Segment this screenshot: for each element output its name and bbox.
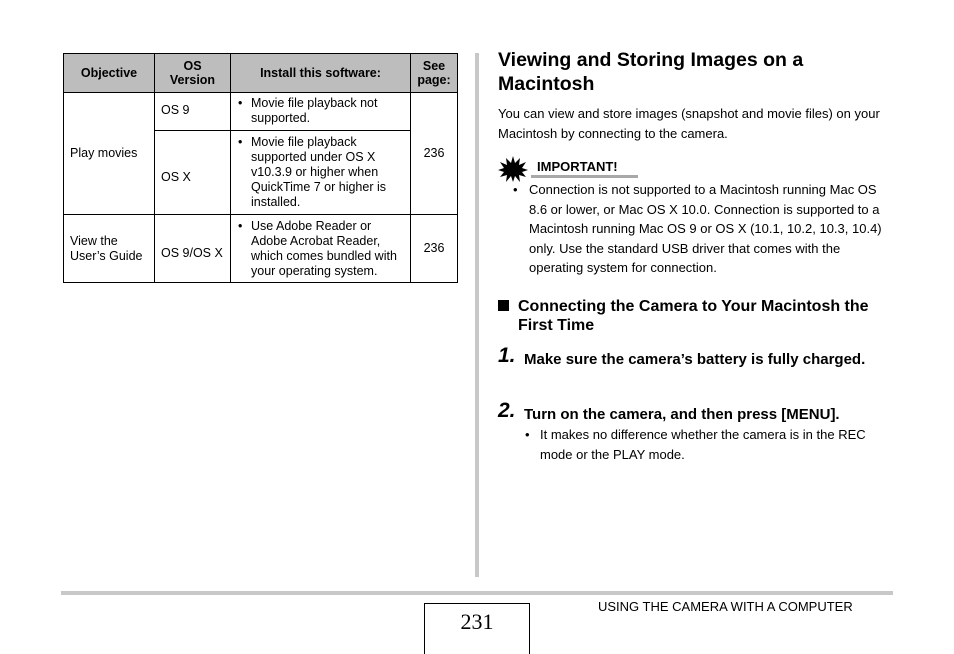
list-item: • Movie file playback supported under OS X v10.3.9 or higher when QuickTime 7 or higher is installed. bbox=[251, 135, 404, 210]
column-divider bbox=[475, 53, 479, 577]
table-row bbox=[64, 93, 458, 131]
subsection-heading bbox=[498, 297, 893, 335]
cell-objective-view-guide: View the User’s Guide bbox=[64, 215, 155, 283]
step-text: Make sure the camera’s battery is fully charged. bbox=[524, 351, 866, 368]
cell-software-osx bbox=[231, 131, 411, 215]
list-item: • It makes no difference whether the camera is in the REC mode or the PLAY mode. bbox=[525, 425, 895, 464]
header-install-software: Install this software: bbox=[231, 54, 411, 93]
important-callout bbox=[498, 156, 648, 182]
cell-software-adobe bbox=[231, 215, 411, 283]
footer-rule bbox=[61, 591, 893, 595]
chapter-title: USING THE CAMERA WITH A COMPUTER bbox=[598, 599, 853, 614]
step-number: 2. bbox=[498, 399, 516, 422]
important-label: IMPORTANT! bbox=[537, 159, 618, 174]
list-item: • Movie file playback not supported. bbox=[251, 96, 404, 126]
cell-os-9-os-x: OS 9/OS X bbox=[155, 215, 231, 283]
cell-os-9: OS 9 bbox=[155, 93, 231, 131]
step-1 bbox=[498, 344, 898, 370]
software-table bbox=[63, 53, 458, 283]
important-bullets bbox=[513, 180, 893, 278]
subsection-title: Connecting the Camera to Your Macintosh the First Time bbox=[518, 298, 869, 334]
table-row bbox=[64, 215, 458, 283]
section-title: Viewing and Storing Images on a Macintosh bbox=[498, 49, 804, 95]
list-item: • Connection is not supported to a Macintosh running Mac OS 8.6 or lower, or Mac OS X 10.0. Connection is supported to a Macintosh running Mac OS 9 or OS X (10.1, 10.2, 10.3, 10.4) only. Use the standard USB driver that comes with the operating system for connection. bbox=[513, 180, 893, 278]
section-square-icon bbox=[498, 300, 509, 311]
page-number-box bbox=[424, 603, 530, 654]
header-objective: Objective bbox=[64, 54, 155, 93]
cell-page-view-guide: 236 bbox=[411, 215, 458, 283]
step-number: 1. bbox=[498, 344, 516, 367]
cell-software-os9 bbox=[231, 93, 411, 131]
cell-objective-play-movies: Play movies bbox=[64, 93, 155, 215]
cell-page-play-movies: 236 bbox=[411, 93, 458, 215]
important-starburst-icon bbox=[498, 156, 528, 182]
header-os-line1: OS bbox=[183, 59, 202, 73]
table-header-row bbox=[64, 54, 458, 93]
header-os-version bbox=[155, 54, 231, 93]
step-text: Turn on the camera, and then press [MENU]. bbox=[524, 406, 840, 423]
step-2-note bbox=[525, 425, 895, 464]
header-os-line2: Version bbox=[169, 73, 216, 87]
important-underline bbox=[531, 175, 638, 178]
cell-os-x: OS X bbox=[155, 131, 231, 215]
main-section bbox=[498, 48, 898, 144]
header-see-line1: See bbox=[422, 59, 446, 73]
list-item: • Use Adobe Reader or Adobe Acrobat Reader, which comes bundled with your operating system. bbox=[251, 219, 404, 279]
header-see-line2: page: bbox=[417, 73, 451, 87]
header-see-page bbox=[411, 54, 458, 93]
section-intro: You can view and store images (snapshot and movie files) on your Macintosh by connecting to the camera. bbox=[498, 106, 880, 141]
page-number: 231 bbox=[460, 609, 494, 634]
step-2 bbox=[498, 399, 898, 425]
